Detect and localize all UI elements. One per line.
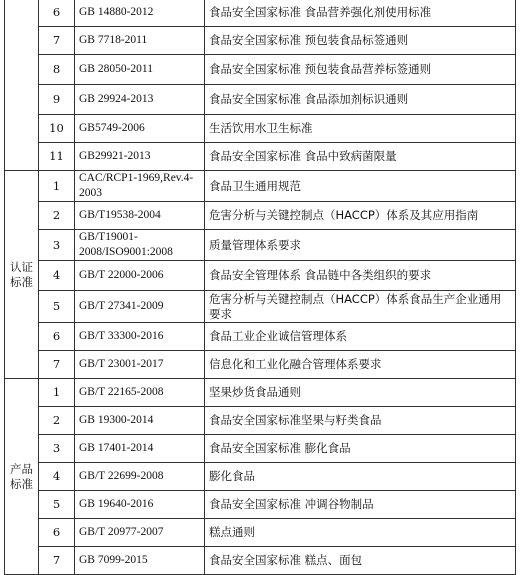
standard-code: GB/T19538-2004: [75, 202, 205, 230]
row-number: 7: [39, 27, 75, 55]
standard-name: 食品安全管理体系 食品链中各类组织的要求: [205, 261, 516, 291]
standard-code: GB/T 22000-2006: [75, 261, 205, 291]
table-row: [5, 379, 516, 407]
row-number: 6: [39, 519, 75, 547]
category-cell: [5, 0, 39, 171]
table-row: [5, 291, 516, 323]
table-row: [5, 85, 516, 115]
row-number: 2: [39, 202, 75, 230]
standard-name: 食品安全国家标准 食品中致病菌限量: [205, 143, 516, 171]
table-row: [5, 351, 516, 379]
row-number: 1: [39, 171, 75, 202]
category-cell: 产品 标准: [5, 379, 39, 575]
category-cell: 认证 标准: [5, 171, 39, 379]
row-number: 11: [39, 143, 75, 171]
standard-code: GB 28050-2011: [75, 55, 205, 85]
standard-name: 危害分析与关键控制点（HACCP）体系食品生产企业通用要求: [205, 291, 516, 323]
row-number: 5: [39, 291, 75, 323]
row-number: 6: [39, 0, 75, 27]
standard-code: GB/T 22165-2008: [75, 379, 205, 407]
table-row: [5, 55, 516, 85]
standard-code: GB 14880-2012: [75, 0, 205, 27]
standard-code: CAC/RCP1-1969,Rev.4-2003: [75, 171, 205, 202]
table-row: [5, 0, 516, 27]
standard-code: GB 29924-2013: [75, 85, 205, 115]
standard-name: 食品安全国家标准 预包装食品营养标签通则: [205, 55, 516, 85]
row-number: 8: [39, 55, 75, 85]
row-number: 4: [39, 261, 75, 291]
standard-name: 膨化食品: [205, 463, 516, 491]
table-row: [5, 115, 516, 143]
standard-name: 坚果炒货食品通则: [205, 379, 516, 407]
standard-name: 食品工业企业诚信管理体系: [205, 323, 516, 351]
row-number: 5: [39, 491, 75, 519]
table-row: [5, 463, 516, 491]
standard-name: 信息化和工业化融合管理体系要求: [205, 351, 516, 379]
standard-code: GB/T 33300-2016: [75, 323, 205, 351]
table-row: [5, 323, 516, 351]
row-number: 7: [39, 351, 75, 379]
standard-name: 生活饮用水卫生标准: [205, 115, 516, 143]
table-row: [5, 519, 516, 547]
standard-code: GB 7718-2011: [75, 27, 205, 55]
row-number: 3: [39, 435, 75, 463]
standard-name: 危害分析与关键控制点（HACCP）体系及其应用指南: [205, 202, 516, 230]
standard-code: GB/T 20977-2007: [75, 519, 205, 547]
row-number: 3: [39, 230, 75, 261]
standard-name: 食品安全国家标准坚果与籽类食品: [205, 407, 516, 435]
standard-name: 食品安全国家标准 膨化食品: [205, 435, 516, 463]
row-number: 2: [39, 407, 75, 435]
row-number: 6: [39, 323, 75, 351]
standard-code: GB5749-2006: [75, 115, 205, 143]
table-row: [5, 547, 516, 575]
table-row: [5, 491, 516, 519]
standard-code: GB/T 22699-2008: [75, 463, 205, 491]
standard-code: GB 17401-2014: [75, 435, 205, 463]
standard-code: GB 19640-2016: [75, 491, 205, 519]
standard-name: 食品安全国家标准 冲调谷物制品: [205, 491, 516, 519]
standard-name: 质量管理体系要求: [205, 230, 516, 261]
table-row: [5, 143, 516, 171]
standard-code: GB 19300-2014: [75, 407, 205, 435]
standard-name: 食品安全国家标准 预包装食品标签通则: [205, 27, 516, 55]
row-number: 1: [39, 379, 75, 407]
standard-code: GB/T 27341-2009: [75, 291, 205, 323]
table-row: [5, 435, 516, 463]
table-row: [5, 261, 516, 291]
standard-code: GB29921-2013: [75, 143, 205, 171]
standard-name: 食品安全国家标准 糕点、面包: [205, 547, 516, 575]
table-row: [5, 230, 516, 261]
standard-code: GB/T19001-2008/ISO9001:2008: [75, 230, 205, 261]
row-number: 9: [39, 85, 75, 115]
table-row: [5, 171, 516, 202]
standard-name: 食品卫生通用规范: [205, 171, 516, 202]
row-number: 10: [39, 115, 75, 143]
standard-code: GB 7099-2015: [75, 547, 205, 575]
standard-name: 食品安全国家标准 食品添加剂标识通则: [205, 85, 516, 115]
table-row: [5, 407, 516, 435]
standards-table: [4, 0, 516, 575]
table-row: [5, 202, 516, 230]
row-number: 7: [39, 547, 75, 575]
standard-code: GB/T 23001-2017: [75, 351, 205, 379]
table-row: [5, 27, 516, 55]
standard-name: 糕点通则: [205, 519, 516, 547]
row-number: 4: [39, 463, 75, 491]
standard-name: 食品安全国家标准 食品营养强化剂使用标准: [205, 0, 516, 27]
